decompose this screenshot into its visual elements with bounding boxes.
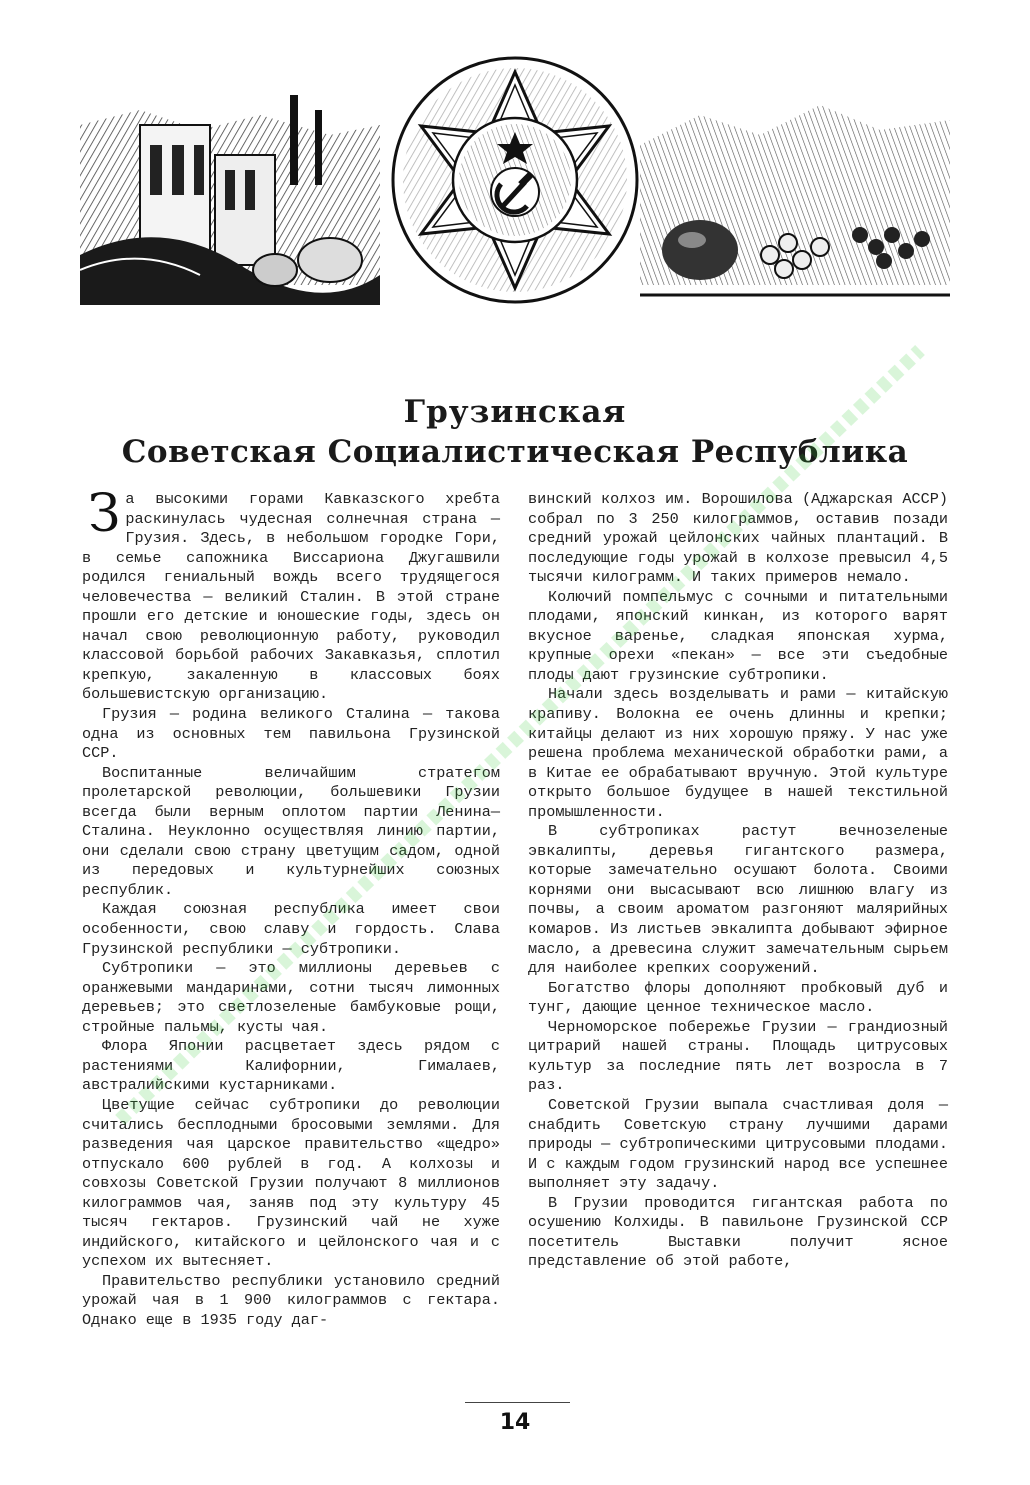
paragraph: Цветущие сейчас субтропики до революции считались бесплодными бросовыми землями. Для разведения чая царское правительство «щедро» отпускало 600 рублей в год. А колхозы и совхозы Советской Грузии получают 8 миллионов килограммов чая, заняв под эту культуру 45 тысяч гектаров. Грузинский чай не хуже индийского, китайского и цейлонского чая и с успехом их вытесняет. [82, 1095, 500, 1271]
paragraph: Советской Грузии выпала счастливая доля — снабдить Советскую страну лучшими дарами природы — субтропическими цитрусовыми плодами. И с каждым годом грузинский народ все успешнее выполняет эту задачу. [528, 1095, 948, 1193]
factory-landscape [80, 95, 380, 305]
header-banner-illustration [80, 55, 950, 305]
paragraph: Грузия — родина великого Сталина — такова одна из основных тем павильона Грузинской ССР. [82, 705, 500, 763]
paragraph-continuation: винский колхоз им. Ворошилова (Аджарская АССР) собрал по 3 250 килограммов, оставив позади средний урожай цейлонских чайных плантаций. В последующие годы урожай в колхозе превысил 4,5 тысячи килограмм. И таких примеров немало. [528, 490, 948, 587]
paragraph: В Грузии проводится гигантская работа по осушению Колхиды. В павильоне Грузинской ССР посетитель Выставки получит ясное представление об этой работе, [528, 1193, 948, 1271]
paragraph: Правительство республики установило средний урожай чая в 1 900 килограммов с гектара. Однако еще в 1935 году даг- [82, 1271, 500, 1329]
paragraph: Воспитанные величайшим стратегом пролетарской революции, большевики Грузии всегда были верным оплотом партии Ленина—Сталина. Неуклонно осуществляя линию партии, они сделали свою страну цветущим садом, одной из передовых и культурнейших союзных республик. [82, 763, 500, 899]
paragraph: Богатство флоры дополняют пробковый дуб и тунг, дающие ценное техническое масло. [528, 978, 948, 1017]
paragraph: За высокими горами Кавказского хребта раскинулась чудесная солнечная страна — Грузия. Здесь, в небольшом городке Гори, в семье сапожника Виссариона Джугашвили родился гениальный вождь всего трудящегося человечества — великий Сталин. В этой стране прошли его детские и юношеские годы, здесь он начал свою революционную работу, руководил классовой борьбой рабочих Закавказья, сплотил крепкую, закаленную в классовых боях большевистскую организацию. [82, 484, 500, 704]
title-line-2: Советская Социалистическая Республика [121, 434, 909, 470]
footer-rule [465, 1402, 570, 1403]
page-number: 14 [499, 1410, 531, 1435]
paragraph: Флора Японии расцветает здесь рядом с растениями Калифорнии, Гималаев, австралийскими кустарниками. [82, 1037, 500, 1095]
paragraph: Черноморское побережье Грузии — грандиозный цитрарий нашей страны. Площадь цитрусовых культур за последние пять лет возросла в 7 раз. [528, 1017, 948, 1095]
text-column-right [528, 490, 948, 1272]
title-line-1: Грузинская [403, 394, 627, 430]
paragraph: Каждая союзная республика имеет свои особенности, свою славу и гордость. Слава Грузинской республики — субтропики. [82, 900, 500, 958]
paragraph: Колючий помпельмус с сочными и питательными плодами, японский кинкан, из которого варят вкусное варенье, сладкая японская хурма, крупные орехи «пекан» — все эти съедобные плоды дают грузинские субтропики. [528, 587, 948, 684]
soviet-emblem [393, 58, 637, 302]
paragraph: В субтропиках растут вечнозеленые эвкалипты, деревья гигантского размера, которые замечательно осушают болота. Своими корнями они высасывают всю лишнюю влагу из почвы, а своим ароматом разгоняют малярийных комаров. Из листьев эвкалипта добывают эфирное масло, а древесина служит замечательным сырьем для наиболее крепких сооружений. [528, 822, 948, 978]
paragraph: Начали здесь возделывать и рами — китайскую крапиву. Волокна ее очень длинны и крепки; китайцы делают из них хорошую пряжу. У нас уже решена проблема механической обработки рами, а в Китае ее обрабатывают вручную. Этой культуре открыто большое будущее в нашей текстильной промышленности. [528, 685, 948, 821]
text-column-left [82, 484, 500, 1331]
dropcap-letter: З [88, 484, 121, 544]
article-title [0, 392, 1030, 472]
fruit-landscape [640, 105, 950, 295]
paragraph: Субтропики — это миллионы деревьев с оранжевыми мандаринами, сотни тысяч лимонных деревьев; это светлозеленые бамбуковые рощи, стройные пальмы, кусты чая. [82, 959, 500, 1036]
